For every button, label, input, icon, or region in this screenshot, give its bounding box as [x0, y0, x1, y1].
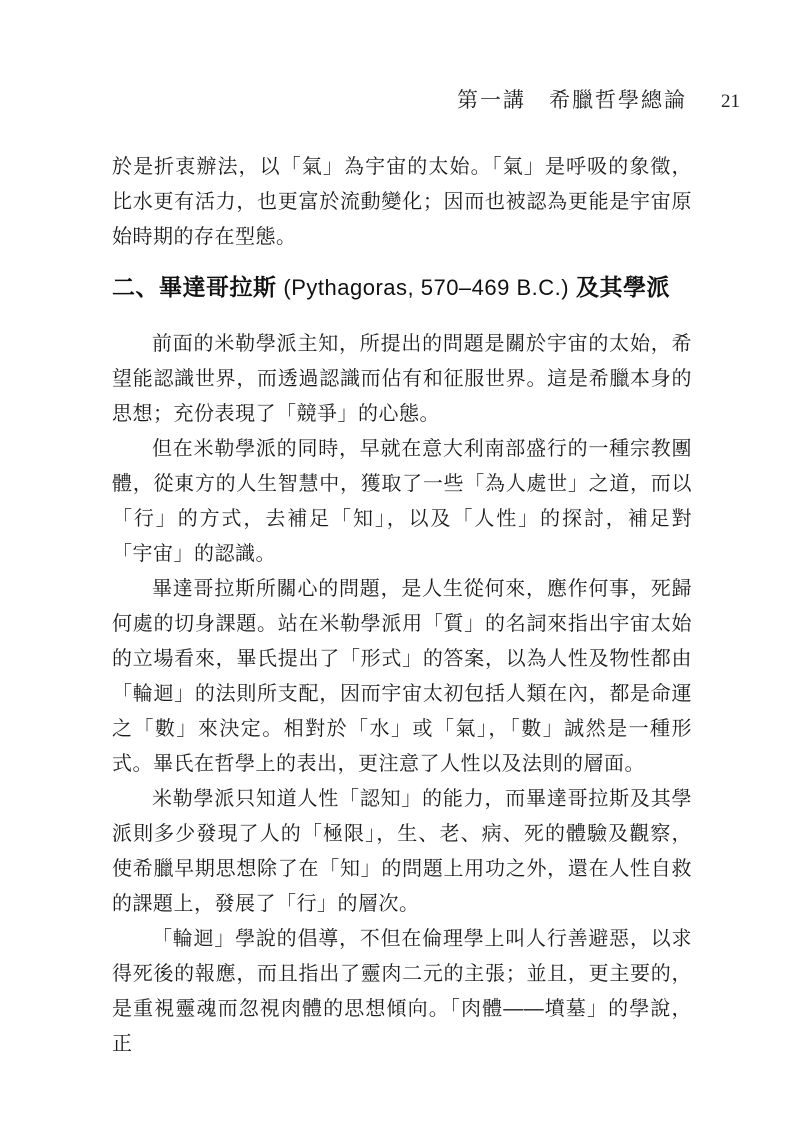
heading-number-and-name: 二、畢達哥拉斯 — [112, 274, 284, 300]
paragraph-1: 於是折衷辦法，以「氣」為宇宙的太始。「氣」是呼吸的象徵，比水更有活力，也更富於流動變化；因而也被認為更能是宇宙原始時期的存在型態。 — [112, 156, 692, 248]
heading-latin-name-dates: (Pythagoras, 570–469 B.C.) — [283, 275, 570, 300]
page-number: 21 — [721, 91, 740, 112]
chapter-title: 第一講 希臘哲學總論 — [457, 88, 687, 112]
paragraph-3: 但在米勒學派的同時，早就在意大利南部盛行的一種宗教團體，從東方的人生智慧中，獲取了一些「為人處世」之道，而以「行」的方式，去補足「知」，以及「人性」的探討，補足對「宇宙」的認識。 — [112, 438, 692, 565]
running-header — [457, 84, 740, 114]
section-heading — [112, 272, 692, 303]
heading-suffix: 及其學派 — [569, 274, 670, 300]
paragraph-2: 前面的米勒學派主知，所提出的問題是關於宇宙的太始，希望能認識世界，而透過認識而佔有和征服世界。這是希臘本身的思想；充份表現了「競爭」的心態。 — [112, 333, 692, 425]
paragraph-4: 畢達哥拉斯所關心的問題，是人生從何來，應作何事，死歸何處的切身課題。站在米勒學派用「質」的名詞來指出宇宙太始的立場看來，畢氏提出了「形式」的答案，以為人性及物性都由「輪迴」的法則所支配，因而宇宙太初包括人類在內，都是命運之「數」來決定。相對於「水」或「氣」，「數」誠然是一種形式。畢氏在哲學上的表出，更注意了人性以及法則的層面。 — [112, 578, 692, 775]
text-block — [112, 150, 692, 1062]
paragraph-6: 「輪迴」學說的倡導，不但在倫理學上叫人行善避惡，以求得死後的報應，而且指出了靈肉二元的主張；並且，更主要的，是重視靈魂而忽視肉體的思想傾向。「肉體——墳墓」的學說，正 — [112, 928, 692, 1055]
paragraph-5: 米勒學派只知道人性「認知」的能力，而畢達哥拉斯及其學派則多少發現了人的「極限」，生、老、病、死的體驗及觀察，使希臘早期思想除了在「知」的問題上用功之外，還在人性自救的課題上，發展了「行」的層次。 — [112, 788, 692, 915]
